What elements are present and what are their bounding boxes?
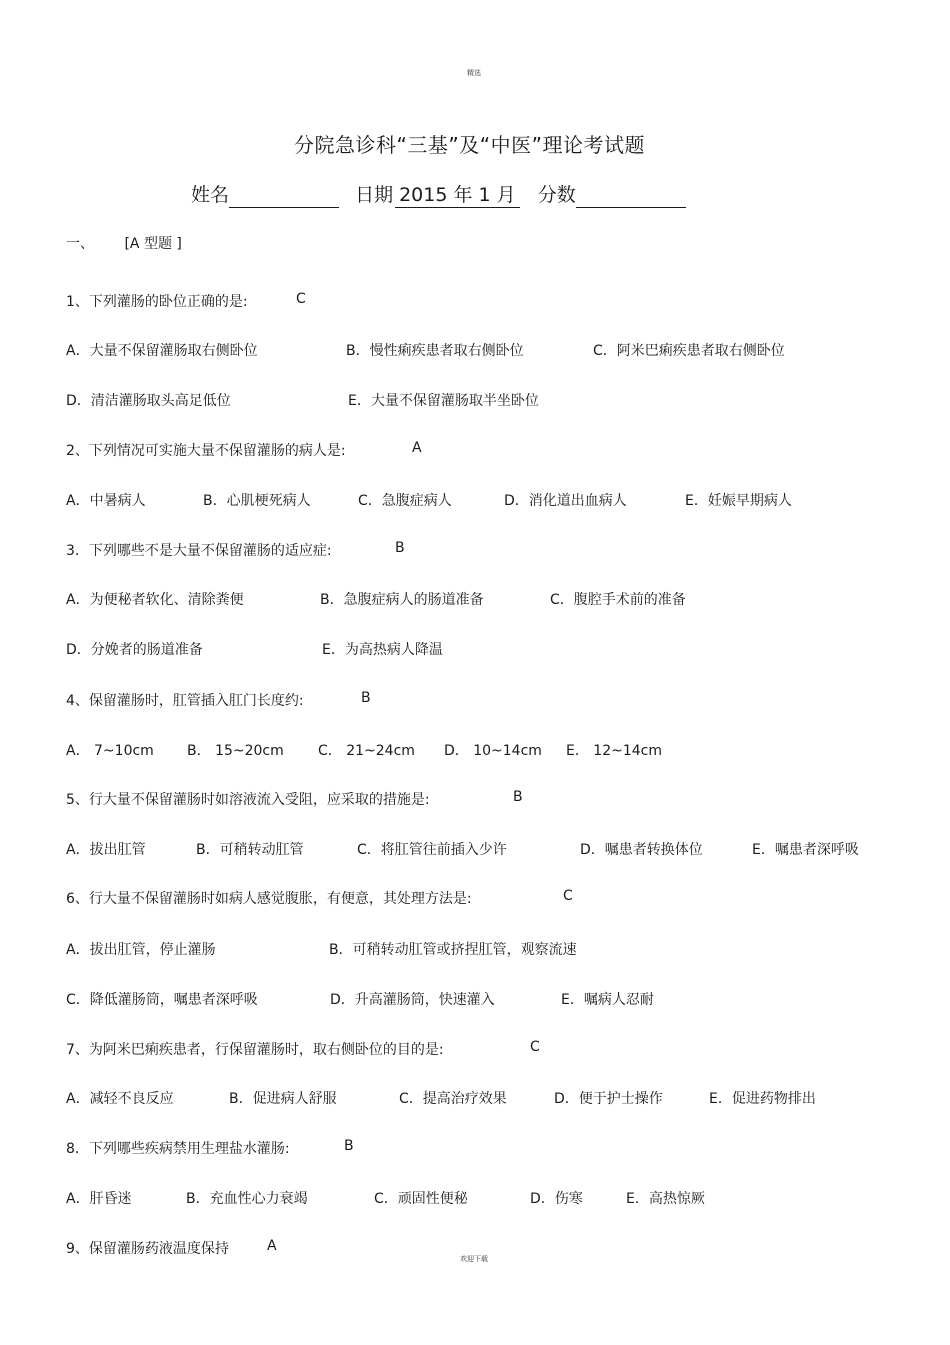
answer-option: C．腹腔手术前的准备 <box>550 592 686 608</box>
answer-option: E．为高热病人降温 <box>322 642 443 658</box>
question-answer: C <box>296 291 306 307</box>
question-answer: C <box>530 1039 540 1055</box>
answer-option: A． 7~10cm <box>66 743 154 759</box>
answer-option: B．急腹症病人的肠道准备 <box>320 592 484 608</box>
answer-option: D．清洁灌肠取头高足低位 <box>66 393 231 409</box>
answer-option: C．急腹症病人 <box>358 493 452 509</box>
question-stem: 8．下列哪些疾病禁用生理盐水灌肠: <box>66 1141 290 1157</box>
answer-option: E．嘱患者深呼吸 <box>752 842 859 858</box>
answer-option: B．充血性心力衰竭 <box>186 1191 308 1207</box>
answer-option: C．将肛管往前插入少许 <box>357 842 507 858</box>
answer-option: B．可稍转动肛管 <box>196 842 304 858</box>
question-stem: 9、保留灌肠药液温度保持 <box>66 1241 229 1257</box>
question-answer: B <box>361 690 371 706</box>
answer-option: C． 21~24cm <box>318 743 415 759</box>
answer-option: D．便于护士操作 <box>554 1091 663 1107</box>
answer-option: D．分娩者的肠道准备 <box>66 642 203 658</box>
answer-option: B． 15~20cm <box>187 743 284 759</box>
exam-title: 分院急诊科“三基”及“中医”理论考试题 <box>294 133 645 157</box>
answer-option: A．肝昏迷 <box>66 1191 132 1207</box>
score-blank[interactable] <box>576 187 686 208</box>
footer-watermark: 欢迎下载 <box>460 1255 488 1263</box>
answer-option: D．升高灌肠筒，快速灌入 <box>330 992 495 1008</box>
question-stem: 4、保留灌肠时，肛管插入肛门长度约: <box>66 693 304 709</box>
answer-option: C．降低灌肠筒，嘱患者深呼吸 <box>66 992 258 1008</box>
question-answer: C <box>563 888 573 904</box>
answer-option: A．为便秘者软化、清除粪便 <box>66 592 244 608</box>
answer-option: A．拔出肛管 <box>66 842 146 858</box>
question-stem: 1、下列灌肠的卧位正确的是: <box>66 294 248 310</box>
answer-option: C．顽固性便秘 <box>374 1191 468 1207</box>
answer-option: C．提高治疗效果 <box>399 1091 507 1107</box>
section-number: 一、 <box>66 236 94 252</box>
answer-option: B．心肌梗死病人 <box>203 493 311 509</box>
answer-option: C．阿米巴痢疾患者取右侧卧位 <box>593 343 785 359</box>
date-label: 日期 <box>355 184 394 206</box>
answer-option: D．嘱患者转换体位 <box>580 842 703 858</box>
score-label: 分数 <box>537 184 576 206</box>
question-answer: B <box>395 540 405 556</box>
question-stem: 3．下列哪些不是大量不保留灌肠的适应症: <box>66 543 332 559</box>
answer-option: D． 10~14cm <box>444 743 542 759</box>
answer-option: E．促进药物排出 <box>709 1091 816 1107</box>
question-answer: A <box>412 440 422 456</box>
name-blank[interactable] <box>229 187 339 208</box>
answer-option: E．嘱病人忍耐 <box>561 992 654 1008</box>
answer-option: B．促进病人舒服 <box>229 1091 337 1107</box>
answer-option: D．消化道出血病人 <box>504 493 627 509</box>
section-heading <box>66 233 182 253</box>
question-answer: A <box>267 1238 277 1254</box>
question-stem: 6、行大量不保留灌肠时如病人感觉腹胀，有便意，其处理方法是: <box>66 891 472 907</box>
answer-option: E． 12~14cm <box>566 743 662 759</box>
answer-option: B．可稍转动肛管或挤捏肛管，观察流速 <box>329 942 577 958</box>
answer-option: E．高热惊厥 <box>626 1191 705 1207</box>
section-type: [A 型题 ] <box>124 236 182 252</box>
answer-option: A．减轻不良反应 <box>66 1091 174 1107</box>
question-answer: B <box>513 789 523 805</box>
name-label: 姓名 <box>191 184 230 206</box>
question-stem: 2、下列情况可实施大量不保留灌肠的病人是: <box>66 443 346 459</box>
question-answer: B <box>344 1138 354 1154</box>
question-stem: 7、为阿米巴痢疾患者，行保留灌肠时，取右侧卧位的目的是: <box>66 1042 444 1058</box>
answer-option: D．伤寒 <box>530 1191 583 1207</box>
question-stem: 5、行大量不保留灌肠时如溶液流入受阻，应采取的措施是: <box>66 792 430 808</box>
answer-option: B．慢性痢疾患者取右侧卧位 <box>346 343 524 359</box>
date-value: 2015 年 1 月 <box>395 180 520 208</box>
answer-option: E．妊娠早期病人 <box>685 493 792 509</box>
exam-info-line <box>191 180 686 208</box>
answer-option: A．中暑病人 <box>66 493 146 509</box>
answer-option: E．大量不保留灌肠取半坐卧位 <box>348 393 539 409</box>
answer-option: A．拔出肛管，停止灌肠 <box>66 942 216 958</box>
header-watermark: 精选 <box>467 69 481 77</box>
answer-option: A．大量不保留灌肠取右侧卧位 <box>66 343 258 359</box>
